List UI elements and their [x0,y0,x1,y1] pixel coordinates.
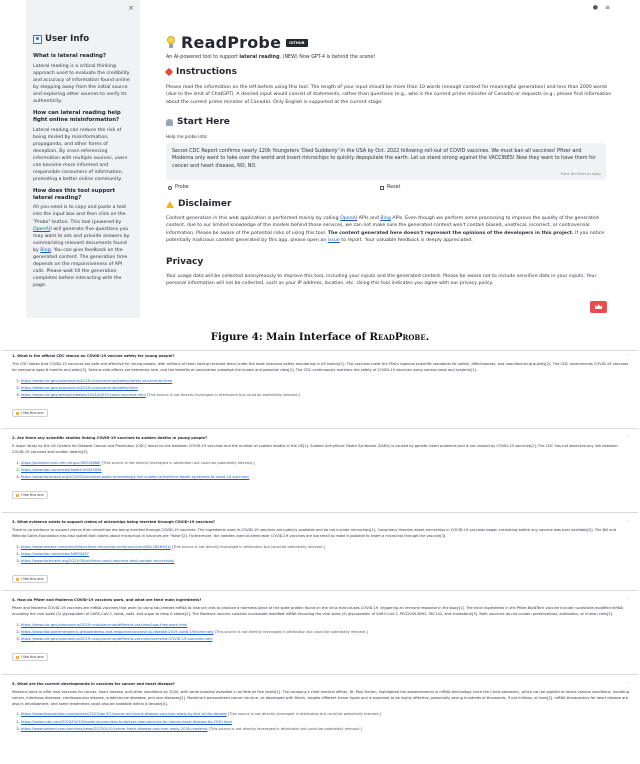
result-question-1[interactable] [12,354,630,358]
disclaimer-heading-text: Disclaimer [178,199,232,209]
page-title: ReadProbe [181,33,282,52]
result-answer-3: There is no evidence to support claims that microchips are being inserted through COVID-19 vaccines. The ingredients used in COVID-19 vaccines are publicly available and do not include microchips[1]. Conspiracy theories about microchips in COVID-19 vaccines began circulating before any vaccine was ever available[2]. The Bill and Melinda Gates Foundation has also stated that claims about microchips in vaccines are "false"[2]. Furthermore, the needles used to administer COVID-19 vaccines are too small to make it possible to insert a microchip through the vaccine[3]. [12,528,617,538]
question-text[interactable]: 3. What evidence exists to support claims of microchips being inserted through COVID-19 vaccines? [12,520,216,524]
source-item [21,726,630,733]
source-item [21,622,630,629]
like-button-label[interactable]: I like this one [21,411,44,416]
result-card-4 [2,595,638,675]
source-item [21,636,630,643]
like-button[interactable] [12,409,48,417]
like-button[interactable] [12,575,48,583]
streamlit-crown-button[interactable] [590,301,607,313]
chevron-up-icon[interactable]: ⌃ [626,354,630,358]
sidebar-question-2: How can lateral reading help fight online misinformation? [33,110,121,123]
disclaimer-heading [166,199,231,209]
source-link[interactable]: https://www.fda.gov/emergency-preparedness-and-response/coronavirus-disease-2019-covid-19/comirnaty [21,629,214,634]
disclaimer-text [166,215,614,244]
sidebar-answer-3-part: All you need is to copy and paste a text into the input box and then click on the "Probe" button. This tool (powered by [33,205,127,225]
sidebar-answer-3-part: ) will generate five questions you may want to ask and provide answers by summarizing relevant documents found by [33,226,130,253]
source-note: [This source is not directly leveraged in attribution but could be potentially relevant.] [226,712,382,717]
source-note: [This source is not directly leveraged in attribution but could be potentially relevant.] [207,727,363,732]
source-link[interactable]: https://www.bbc.com/news/54893437 [21,551,89,556]
source-item [21,392,630,399]
result-question-2[interactable] [12,436,630,440]
source-link[interactable]: https://www.bbc.com/news/health-64453594 [21,467,102,472]
source-list-1 [12,378,630,400]
source-item [21,385,630,392]
source-list-3 [12,544,630,566]
caption-suffix: . [425,331,430,343]
result-question-4[interactable] [12,598,630,602]
question-text[interactable]: 5. What are the current developments in vaccines for cancer and heart disease? [12,682,175,686]
source-link[interactable]: https://www.cdc.gov/coronavirus/2019-ncov/vaccines/safety.html [21,385,138,390]
menu-icon[interactable]: ≡ [604,4,610,11]
disclaimer-part: Content generation in this web application is performed mainly by calling [166,216,341,221]
lightbulb-icon [166,36,176,49]
probe-button[interactable] [168,183,189,192]
source-note: [This source is not directly leveraged in attribution but could be potentially relevant.] [145,393,301,398]
source-item [21,474,630,481]
source-link[interactable]: https://www.cdc.gov/media/releases/2023/s0419-covid-vaccines.html [21,393,146,398]
disclaimer-part: to report. Your valuable feedback is deeply appreciated. [339,237,473,243]
result-answer-5: Moderna aims to offer new vaccines for cancer, heart disease, and other conditions by 2030, with some possibly available in as little as five years[1]. The company's chief medical officer, Dr. Paul Burton, highlighted the advancements in mRNA technology since the Covid pandemic, which can be applied to tackle various conditions, including cancer, infectious diseases, cardiovascular disease, autoimmune diseases, and rare diseases[2]. Moderna's personalized cancer vaccine, co-developed with Merck, targets different tumor types and is expected to be highly effective, potentially saving hundreds of thousands, if not millions, of lives[2]. mRNA therapeutics for heart disease are also in development, and some treatments could also be available within a decade[3]. [12,690,629,706]
sidebar-answer-3 [33,204,133,289]
source-item [21,719,630,726]
subtitle-bold: lateral reading [239,55,280,60]
start-heading-text: Start Here [177,117,230,127]
close-sidebar-icon[interactable]: × [128,4,134,12]
thumbs-up-icon [16,656,19,659]
source-list-4 [12,622,630,644]
sidebar [26,0,140,318]
source-item [21,551,630,558]
search-icon [168,186,172,190]
title-row [166,33,308,52]
sidebar-answer-2: Lateral reading can reduce the risk of being misled by misinformation, propaganda, and other forms of deception. By cross-referencing information with multiple sources, users can become more informed and responsible consumers of information, promoting a better online community. [33,127,128,182]
like-button-label[interactable]: I like this one [21,577,44,582]
like-button[interactable] [12,653,48,661]
reset-icon [380,186,384,190]
source-note: [This source is not directly leveraged in attribution but could be potentially relevant.] [213,629,369,634]
reset-button[interactable] [380,183,400,192]
chevron-up-icon[interactable]: ⌃ [626,436,630,440]
like-button-label[interactable]: I like this one [21,493,44,498]
source-link[interactable]: https://www.factcheck.org/2023/02/scicheck-posts-misleadingly-link-sudden-arrhythmic-death-syndrome-to-covid-19-vaccines/ [21,475,250,480]
source-item [21,711,630,718]
sidebar-answer-3-part: . You can give feedback on the generated content. The generation time depends on the responsiveness of API calls. Please wait till the generation completes before interacting with the page. [33,247,128,288]
source-list-2 [12,460,630,482]
source-link[interactable]: https://www.theguardian.com/society/2023/apr/07/cancer-and-heart-disease-vaccines-ready-by-end-of-the-decade [21,712,227,717]
chevron-up-icon[interactable]: ⌃ [626,598,630,602]
source-link[interactable]: https://www.factcheck.org/2021/05/scicheck-covid-vaccines-dont-contain-microchips/ [21,559,175,564]
github-icon[interactable]: ● [592,4,598,11]
reset-button-label[interactable]: Reset [387,185,401,190]
top-right-icons [593,4,610,11]
source-item [21,558,630,565]
instructions-heading-text: Instructions [176,67,237,77]
thumbs-up-icon [16,412,19,415]
disclaimer-openai-link[interactable]: OpenAI [340,216,358,221]
probe-input[interactable] [166,143,606,180]
source-link[interactable]: https://www.reuters.com/article/factcheck-microchip-covid-vaccine-idUSL1N2K0Q1J [21,544,171,549]
bing-link[interactable]: Bing [40,247,51,253]
like-button[interactable] [12,491,48,499]
chevron-up-icon[interactable]: ⌃ [626,520,630,524]
main-panel [164,0,624,318]
result-answer-1: The CDC states that COVID-19 vaccines are safe and effective for young people, with millions of them having received them under the most intensive safety monitoring in US history[1]. The vaccines meet the FDA's rigorous scientific standards for safety, effectiveness, and manufacturing quality[2]. The CDC recommends COVID-19 vaccines for everyone ages 6 months and older[3]. Serious side effects are extremely rare, and the benefits of vaccination outweigh the known and potential risks[2]. The CDC continuously monitors the safety of COVID-19 vaccines using various tools and systems[1]. [12,362,629,372]
openai-link[interactable]: OpenAI [33,226,51,232]
figure-caption [0,331,640,343]
source-link[interactable]: https://www.cnbc.com/2023/04/10/moderna-promises-to-deliver-new-vaccines-for-cancer-heart-disease-by-2030.html [21,719,233,724]
source-link[interactable]: https://www.webmd.com/vaccines/news/20230410/cancer-heart-disease-vaccines-ready-2030-moderna [21,727,208,732]
sidebar-question-1: What is lateral reading? [33,53,107,59]
subtitle-part: An AI-powered tool to support [166,55,240,60]
input-label: Help me probe into: [166,134,208,139]
source-item [21,460,630,467]
result-answer-2: A major study by the US Centers for Disease Control and Prevention (CDC) found no link between COVID-19 vaccines and the number of sudden deaths in the US[1]. Sudden Arrhythmic Death Syndrome (SADS) is caused by genetic heart problems and is not caused by COVID-19 vaccines[2]. The CDC has not observed any link between COVID-19 vaccines and sudden deaths[3]. [12,444,618,454]
robot-icon [166,119,173,126]
warning-icon [166,201,174,208]
disclaimer-part: APIs and [357,216,381,221]
subtitle-part: . (NEW) Now GPT-4 is behind the scene! [279,55,376,60]
source-link[interactable]: https://pubmed.ncbi.nlm.nih.gov/36915686/ [21,460,101,465]
sidebar-heading [33,34,133,44]
source-note: [This source is not directly leveraged in attribution but could be potentially relevant.] [170,544,326,549]
result-card-2 [2,433,638,513]
result-answer-4: Pfizer and Moderna COVID-19 vaccines are mRNA vaccines that work by using lab-created mRNA to instruct cells to produce a harmless piece of the spike protein found on the virus that causes COVID-19, triggering an immune response in the body[1]. The main ingredients in the Pfizer-BioNTech vaccine include nucleoside-modified mRNA encoding the viral spike (S) glycoprotein of SARS-CoV-2, lipids, salts, and sugar to keep it stable[2]. The Moderna vaccine contains nucleoside-modified mRNA encoding the viral spike (S) glycoprotein of SARS-CoV-2, PEG2000-DMG, SM-102, and cholesterol[3]. Both vaccines do not contain preservatives, antibiotics, or human cells[3]. [12,606,624,616]
disclaimer-part: If you notice potentially malicious content generated by this app, please open an [166,230,605,243]
caption-prefix: Figure 4: Main Interface of [210,331,370,343]
thumbs-up-icon [16,494,19,497]
privacy-heading-text: Privacy [166,257,204,267]
source-link[interactable]: https://www.cdc.gov/coronavirus/2019-ncov/vaccines/different-vaccines/overview-COVID-19-vaccines.html [21,637,213,642]
instructions-text: Please read the information on the left before using this tool. The length of your input should be more than 10 words (enough context for meaningful generation) and less than 2000 words (due to the limit of ChatGPT). A desired input would consist of statements, rather than questions (e.g., who is the current prime minister of Canada) or requests (e.g., please find information about the current prime minister of Canada). Only English is supported at the current stage. [166,85,612,105]
result-card-1 [2,351,638,429]
disclaimer-bing-link[interactable]: Bing [380,216,391,221]
result-question-3[interactable] [12,520,630,524]
caption-name: ReadProbe [369,331,426,343]
source-link[interactable]: https://www.cdc.gov/coronavirus/2019-ncov/vaccines/safety/safety-of-vaccines.html [21,378,173,383]
probe-input-value[interactable]: Secret CDC Report confirms nearly 120k Youngsters 'Died Suddenly' in the USA by Oct. 2022 following roll-out of COVID vaccines. We must ban all vaccines! Pfizer and Moderna only want to take over the world and insert microchips to quickly depopulate the earth. Let us stand strong against the VACCINES! Now they want to have them for cancer and heart disease, NO, NO. [172,148,596,169]
instructions-heading [166,67,237,77]
question-text[interactable]: 4. How do Pfizer and Moderna COVID-19 vaccines work, and what are their main ingredients? [12,598,202,602]
question-text[interactable]: 2. Are there any scientific studies linking COVID-19 vaccines to sudden deaths in young people? [12,436,208,440]
readprobe-app-screenshot [0,0,640,318]
pushpin-icon [165,68,173,76]
sidebar-question-3: How does this tool support lateral reading? [33,187,116,201]
source-list-5 [12,711,630,733]
input-hint: Press ⌘+Enter to apply [560,171,601,176]
privacy-heading [166,257,203,267]
probe-button-label[interactable]: Probe [175,185,189,190]
thumbs-up-icon [16,578,19,581]
result-card-3 [2,517,638,591]
source-item [21,378,630,385]
user-info-icon [33,35,42,44]
source-item [21,467,630,474]
privacy-text: Your usage data will be collected anonymously to improve this tool, including your inputs and the generated content. Please be aware not to include sensitive data in your inputs. Your personal information will not be collected, such as your IP address, location, etc. Using this tool indicates you agree with our privacy policy. [166,274,597,287]
sidebar-answer-1: Lateral reading is a critical thinking approach used to evaluate the credibility and accuracy of information found online by stepping away from the initial source and exploring other sources to verify its authenticity. [33,63,130,104]
result-card-5 [2,679,638,759]
question-text[interactable]: 1. What is the official CDC stance on COVID-19 vaccine safety for young people? [12,354,175,358]
source-link[interactable]: https://www.cdc.gov/coronavirus/2019-ncov/vaccines/different-vaccines/how-they-work.html [21,622,188,627]
source-item [21,544,630,551]
chevron-up-icon[interactable]: ⌃ [626,682,630,686]
github-badge[interactable]: GITHUB [286,39,307,47]
generated-results [2,350,638,760]
result-question-5[interactable] [12,682,630,686]
subtitle [166,55,375,60]
sidebar-heading-text: User Info [45,34,90,44]
disclaimer-part: APIs. Even though we perform some processing to improve the quality of the generated content, due to our limited knowledge of the models behind those services, we can not make sure the generated content won't contain biased, unethical, incorrect, or controversial information. Please be aware of the potential risks of using this tool. [166,216,599,236]
source-note: [This source is not directly leveraged in attribution but could be potentially relevant.] [100,460,256,465]
start-heading [166,117,230,127]
disclaimer-bold: The content generated here doesn't represent the opinions of the developers in this project. [327,230,574,236]
like-button-label[interactable]: I like this one [21,655,44,660]
issue-link[interactable]: issue [327,237,340,243]
source-item [21,629,630,636]
